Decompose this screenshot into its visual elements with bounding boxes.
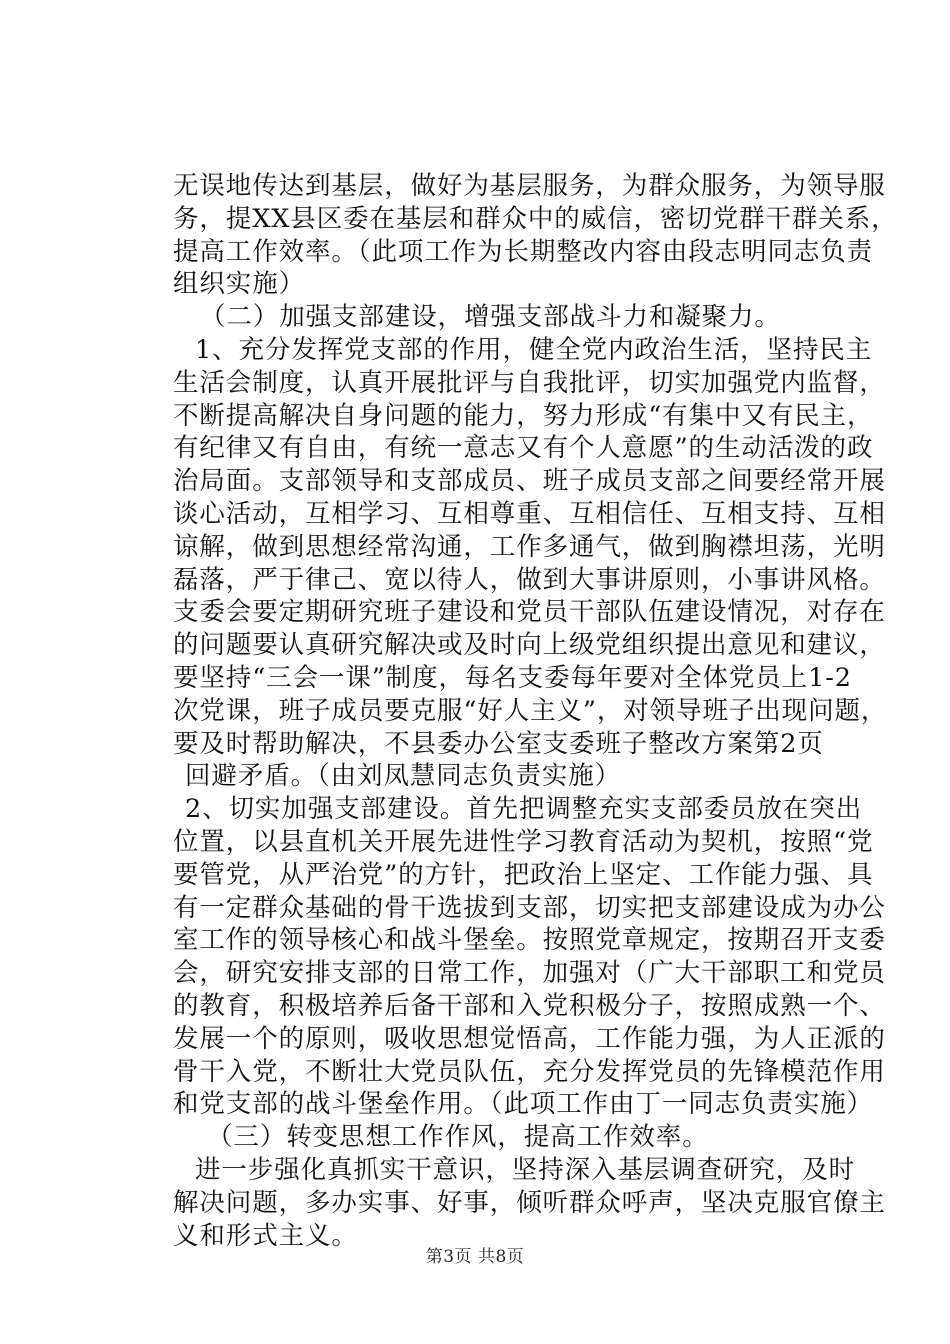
text-line: 会，研究安排支部的日常工作，加强对（广大干部职工和党员 xyxy=(173,958,886,989)
text-line: 组织实施） xyxy=(173,269,306,300)
document-body xyxy=(173,170,898,1252)
text-line: 治局面。支部领导和支部成员、班子成员支部之间要经常开展 xyxy=(173,466,886,497)
text-line: 骨干入党，不断壮大党员队伍，充分发挥党员的先锋模范作用 xyxy=(173,1056,886,1087)
text-line: 的问题要认真研究解决或及时向上级党组织提出意见和建议， xyxy=(173,630,886,661)
text-line: 支委会要定期研究班子建设和党员干部队伍建设情况，对存在 xyxy=(173,597,886,628)
text-line: 要管党，从严治党”的方针，把政治上坚定、工作能力强、具 xyxy=(173,859,874,890)
text-line: 义和形式主义。 xyxy=(173,1220,358,1251)
text-line: 发展一个的原则，吸收思想觉悟高，工作能力强，为人正派的 xyxy=(173,1023,886,1054)
text-line: 解决问题，多办实事、好事，倾听群众呼声，坚决克服官僚主 xyxy=(173,1187,886,1218)
text-line: 谈心活动，互相学习、互相尊重、互相信任、互相支持、互相 xyxy=(173,498,886,529)
text-line: 次党课，班子成员要克服“好人主义”，对领导班子出现问题， xyxy=(173,695,888,726)
text-line: 进一步强化真抓实干意识，坚持深入基层调查研究，及时 xyxy=(195,1154,856,1185)
text-line: 有一定群众基础的骨干选拔到支部，切实把支部建设成为办公 xyxy=(173,892,886,923)
text-line: 要坚持“三会一课”制度，每名支委每年要对全体党员上1-2 xyxy=(173,662,852,693)
section-heading: （二）加强支部建设，增强支部战斗力和凝聚力。 xyxy=(200,302,781,333)
text-line: 和党支部的战斗堡垒作用。（此项工作由丁一同志负责实施） xyxy=(173,1089,874,1120)
section-heading: （三）转变思想工作作风，提高工作效率。 xyxy=(207,1122,709,1153)
text-line: 无误地传达到基层，做好为基层服务，为群众服务，为领导服 xyxy=(173,171,886,201)
text-line: 回避矛盾。（由刘凤慧同志负责实施） xyxy=(185,761,622,792)
text-line: 室工作的领导核心和战斗堡垒。按照党章规定，按期召开支委 xyxy=(173,925,886,956)
page-number-footer: 第3页 共8页 xyxy=(425,1247,525,1267)
text-line: 的教育，积极培养后备干部和入党积极分子，按照成熟一个、 xyxy=(173,990,886,1021)
text-line: 磊落，严于律己、宽以待人，做到大事讲原则，小事讲风格。 xyxy=(173,564,886,595)
text-line: 2、切实加强支部建设。首先把调整充实支部委员放在突出 xyxy=(185,794,863,825)
text-line: 不断提高解决自身问题的能力，努力形成“有集中又有民主， xyxy=(173,400,874,431)
text-line: 生活会制度，认真开展批评与自我批评，切实加强党内监督， xyxy=(173,367,886,398)
text-line: 1、充分发挥党支部的作用，健全党内政治生活，坚持民主 xyxy=(195,334,873,365)
text-line: 位置，以县直机关开展先进性学习教育活动为契机，按照“党 xyxy=(173,826,874,857)
text-line: 谅解，做到思想经常沟通，工作多通气，做到胸襟坦荡，光明 xyxy=(173,531,886,562)
text-line: 要及时帮助解决，不县委办公室支委班子整改方案第2页 xyxy=(173,728,824,759)
text-line: 务，提XX县区委在基层和群众中的威信，密切党群干群关系， xyxy=(173,203,898,234)
text-line: 有纪律又有自由，有统一意志又有个人意愿”的生动活泼的政 xyxy=(173,433,874,464)
text-line: 提高工作效率。（此项工作为长期整改内容由段志明同志负责 xyxy=(173,236,874,267)
